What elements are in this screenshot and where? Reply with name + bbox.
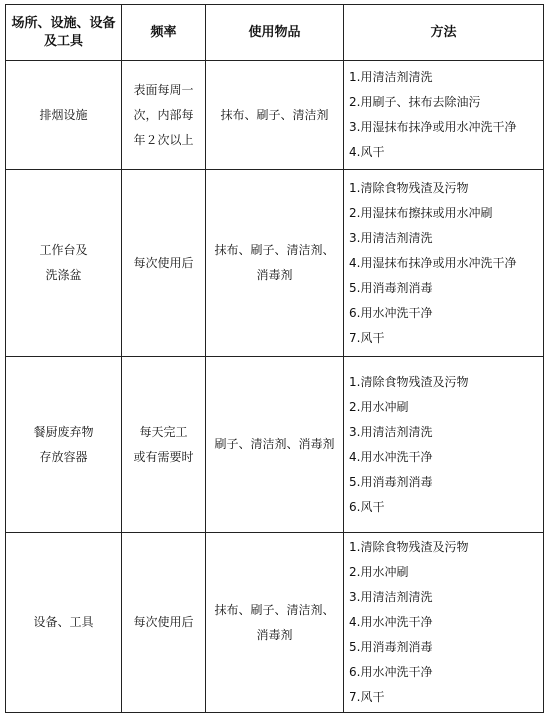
header-items: 使用物品	[206, 5, 344, 61]
header-area-line1: 场所、设施、设备	[11, 15, 116, 31]
method-step: 6.用水冲洗干净	[349, 305, 433, 320]
method-step: 4.用水冲洗干净	[349, 615, 433, 629]
frequency-line: 每次使用后	[133, 255, 194, 270]
items-line: 抹布、刷子、清洁剂、	[214, 602, 335, 617]
area-line: 洗涤盆	[45, 268, 82, 282]
method-step: 3.用清洁剂清洗	[349, 230, 433, 245]
method-step: 5.用消毒剂消毒	[349, 640, 433, 654]
table-row	[6, 61, 544, 170]
header-frequency: 频率	[122, 5, 206, 61]
header-area-line2: 及工具	[43, 33, 83, 49]
frequency-cell	[122, 357, 206, 533]
method-step: 4.用水冲洗干净	[349, 449, 433, 464]
area-cell	[6, 61, 122, 170]
method-step: 3.用清洁剂清洗	[349, 424, 433, 439]
method-step: 4.用湿抹布抹净或用水冲洗干净	[349, 255, 517, 270]
method-step: 6.用水冲洗干净	[349, 665, 433, 679]
frequency-line: 年２次以上	[133, 132, 194, 147]
table-row	[6, 170, 544, 357]
area-line: 工作台及	[39, 243, 88, 257]
method-step: 1.清除食物残渣及污物	[349, 374, 469, 389]
cleaning-schedule-table	[5, 4, 544, 713]
method-step: 2.用水冲刷	[349, 565, 409, 579]
items-line: 刷子、清洁剂、消毒剂	[214, 437, 335, 451]
method-step: 3.用湿抹布抹净或用水冲洗干净	[349, 120, 517, 134]
items-cell	[206, 170, 344, 357]
area-line: 餐厨废弃物	[33, 424, 94, 439]
method-step: 1.用清洁剂清洗	[349, 70, 433, 84]
frequency-line: 每次使用后	[133, 615, 194, 629]
method-step: 1.清除食物残渣及污物	[349, 180, 469, 195]
frequency-line: 每天完工	[139, 424, 188, 439]
method-step: 7.风干	[349, 330, 385, 345]
items-line: 抹布、刷子、清洁剂	[220, 107, 329, 122]
area-line: 排烟设施	[39, 107, 88, 122]
header-row	[6, 5, 544, 61]
method-step: 3.用清洁剂清洗	[349, 590, 433, 604]
area-cell	[6, 357, 122, 533]
area-cell	[6, 170, 122, 357]
frequency-line: 表面每周一	[133, 82, 194, 97]
area-line: 存放容器	[39, 449, 88, 464]
items-line: 抹布、刷子、清洁剂、	[214, 243, 335, 257]
items-cell	[206, 357, 344, 533]
method-cell	[344, 170, 544, 357]
items-line: 消毒剂	[256, 268, 293, 282]
method-cell	[344, 61, 544, 170]
table-row	[6, 533, 544, 713]
method-step: 5.用消毒剂消毒	[349, 474, 433, 489]
frequency-cell	[122, 170, 206, 357]
header-method: 方法	[344, 5, 544, 61]
method-step: 5.用消毒剂消毒	[349, 280, 433, 295]
header-area	[6, 5, 122, 61]
method-step: 2.用湿抹布擦抹或用水冲刷	[349, 205, 493, 220]
method-step: 6.风干	[349, 499, 385, 514]
items-cell	[206, 61, 344, 170]
frequency-cell	[122, 61, 206, 170]
frequency-line: 次，内部每	[133, 107, 194, 122]
method-step: 2.用刷子、抹布去除油污	[349, 95, 481, 109]
items-line: 消毒剂	[256, 627, 293, 642]
frequency-line: 或有需要时	[133, 449, 194, 464]
items-cell	[206, 533, 344, 713]
method-step: 1.清除食物残渣及污物	[349, 540, 469, 554]
method-cell	[344, 533, 544, 713]
method-step: 4.风干	[349, 145, 385, 159]
method-cell	[344, 357, 544, 533]
area-cell	[6, 533, 122, 713]
area-line: 设备、工具	[33, 615, 94, 629]
method-step: 2.用水冲刷	[349, 399, 409, 414]
method-step: 7.风干	[349, 690, 385, 704]
frequency-cell	[122, 533, 206, 713]
table-row	[6, 357, 544, 533]
